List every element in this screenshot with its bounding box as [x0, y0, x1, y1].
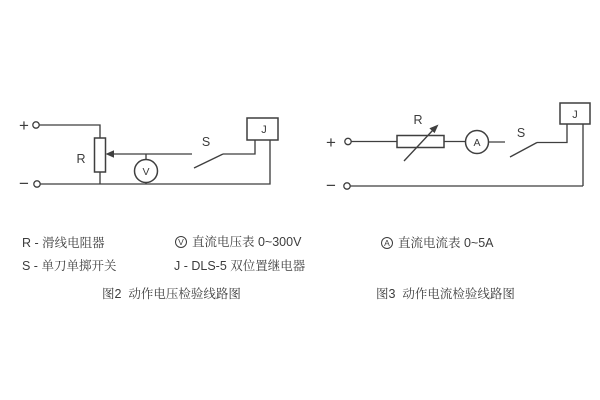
legend-voltmeter-text: 直流电压表 0~300V	[192, 235, 302, 249]
legend-ammeter-text: 直流电流表 0~5A	[398, 236, 494, 250]
plus-label: +	[19, 116, 29, 135]
resistor-label: R	[76, 152, 86, 166]
rheostat	[397, 136, 444, 148]
switch-label: S	[516, 126, 526, 140]
minus-terminal	[34, 181, 40, 187]
switch-label: S	[201, 135, 211, 149]
wiper-arrow	[106, 150, 115, 158]
fig2-circuit	[19, 116, 278, 193]
resistor-label: R	[413, 113, 423, 127]
ammeter-icon	[381, 237, 393, 249]
legend-item-relay: J - DLS-5 双位置继电器	[174, 259, 306, 273]
plus-terminal	[33, 122, 39, 128]
fig2-caption: 图2 动作电压检验线路图	[102, 287, 241, 301]
legend-item-voltmeter	[175, 235, 301, 249]
legend-item-ammeter	[381, 236, 494, 250]
fig3-circuit	[326, 103, 590, 195]
legend-item-s: S - 单刀单掷开关	[22, 259, 117, 273]
wire	[223, 140, 255, 154]
relay-label: J	[261, 124, 267, 136]
voltmeter-label: V	[142, 166, 150, 178]
fig3-caption: 图3 动作电流检验线路图	[376, 287, 515, 301]
wire	[537, 124, 567, 143]
legend-item-r: R - 滑线电阻器	[22, 236, 105, 250]
resistor	[95, 138, 106, 172]
plus-terminal	[345, 138, 351, 144]
voltmeter-icon	[175, 236, 187, 248]
minus-label: −	[19, 174, 29, 193]
ammeter-label: A	[473, 137, 481, 149]
wire	[39, 125, 100, 138]
minus-label: −	[326, 176, 336, 195]
voltmeter-icon-letter: V	[178, 237, 184, 247]
ammeter-icon-letter: A	[384, 238, 390, 248]
switch-blade	[510, 143, 537, 158]
minus-terminal	[344, 183, 350, 189]
switch-blade	[194, 154, 223, 168]
plus-label: +	[326, 133, 336, 152]
relay-label: J	[572, 109, 578, 121]
